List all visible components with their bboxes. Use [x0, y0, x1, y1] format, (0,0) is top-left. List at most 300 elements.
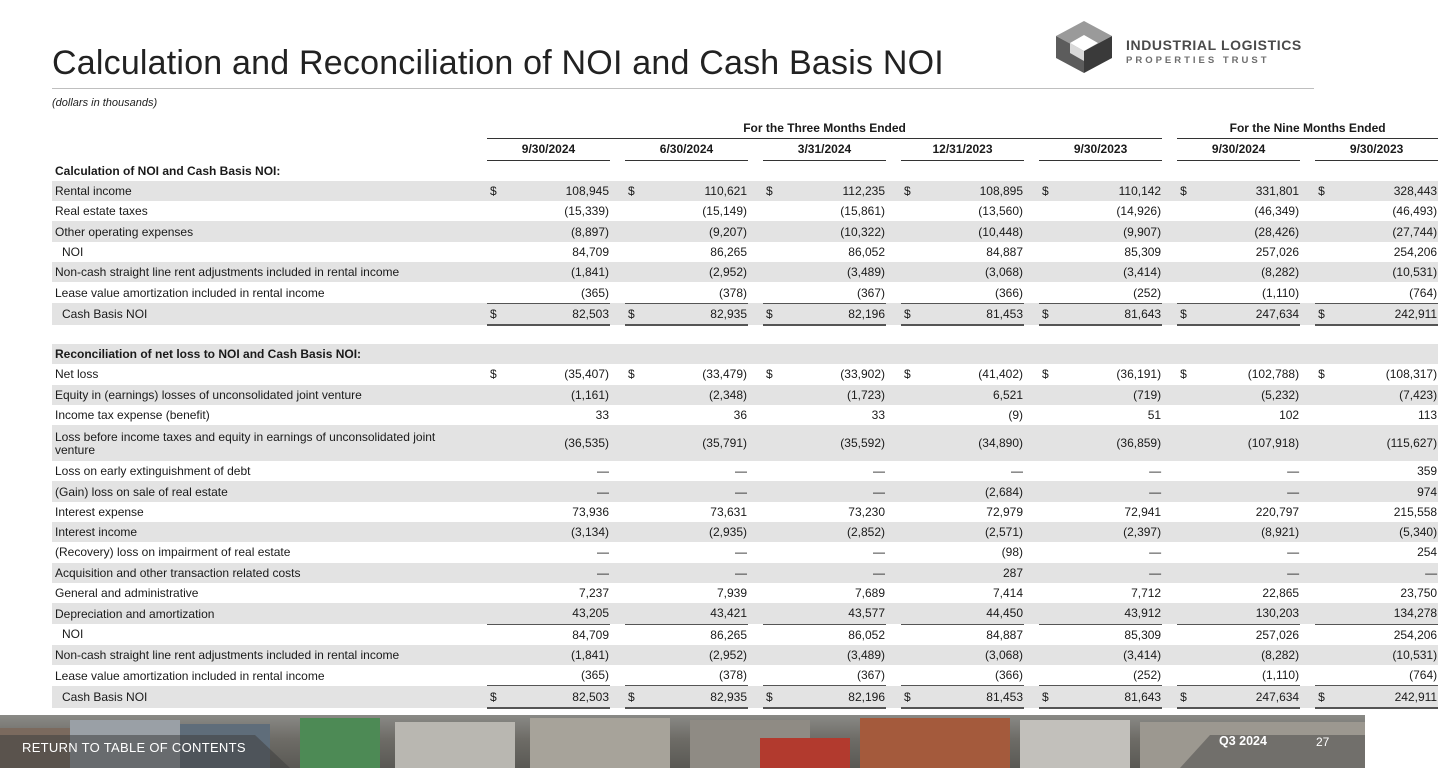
- cell-gap: [1024, 563, 1039, 583]
- value-cell: [1177, 201, 1300, 221]
- value-cell: [1177, 405, 1300, 425]
- value-cell: [1177, 221, 1300, 241]
- value-cell: [487, 686, 610, 708]
- cell-value: 257,026: [1255, 627, 1300, 642]
- period-header: 9/30/2023: [1039, 139, 1162, 160]
- cell-value: (13,560): [978, 204, 1023, 219]
- cell-gap: [748, 303, 763, 325]
- cell-gap: [748, 405, 763, 425]
- cell-value: —: [873, 484, 885, 499]
- cube-logo-icon: [1054, 19, 1114, 75]
- cell-gap: [472, 221, 487, 241]
- value-cell: [1315, 385, 1438, 405]
- cell-value: (252): [1133, 285, 1162, 300]
- value-cell: [625, 405, 748, 425]
- cell-value: (1,841): [570, 265, 609, 280]
- value-cell: [487, 242, 610, 262]
- cell-value: (9,907): [1123, 224, 1162, 239]
- value-cell: [1039, 603, 1162, 624]
- period-header: 12/31/2023: [901, 139, 1024, 160]
- cell-value: (3,414): [1123, 647, 1162, 662]
- value-cell: [901, 262, 1024, 282]
- cell-value: 113: [1417, 408, 1438, 422]
- value-cell: [625, 461, 748, 481]
- cell-value: (378): [718, 668, 747, 683]
- period-header: 9/30/2024: [487, 139, 610, 160]
- value-cell: [1315, 181, 1438, 201]
- cell-value: (28,426): [1254, 224, 1300, 239]
- table-row: [52, 262, 1438, 282]
- cell-value: 110,621: [704, 184, 747, 199]
- cell-gap: [886, 364, 901, 384]
- row-label: Other operating expenses: [52, 221, 472, 241]
- cell-gap: [1162, 242, 1177, 262]
- cell-gap: [610, 425, 625, 461]
- table-row: [52, 645, 1438, 665]
- cell-gap: [748, 502, 763, 522]
- table-row: [52, 665, 1438, 686]
- cell-gap: [1162, 282, 1177, 303]
- cell-gap: [1300, 282, 1315, 303]
- cell-value: 33: [595, 408, 609, 422]
- value-cell: [901, 645, 1024, 665]
- cell-value: 73,631: [710, 504, 747, 519]
- cell-gap: [472, 461, 487, 481]
- cell-value: 84,709: [572, 244, 609, 259]
- cell-value: 81,453: [986, 689, 1023, 704]
- value-cell: [1315, 665, 1438, 686]
- units-note: (dollars in thousands): [52, 97, 158, 109]
- cell-gap: [1024, 624, 1039, 645]
- cell-gap: [1024, 645, 1039, 665]
- cell-gap: [748, 522, 763, 542]
- value-cell: [1177, 262, 1300, 282]
- cell-value: (2,397): [1123, 525, 1162, 540]
- cell-gap: [1162, 502, 1177, 522]
- value-cell: [901, 542, 1024, 562]
- dollar-sign: $: [1180, 306, 1187, 321]
- value-cell: [1315, 364, 1438, 384]
- cell-value: (5,232): [1261, 387, 1300, 402]
- value-cell: [1039, 461, 1162, 481]
- cell-gap: [886, 624, 901, 645]
- cell-gap: [886, 201, 901, 221]
- row-label: Interest income: [52, 522, 472, 542]
- cell-gap: [1024, 405, 1039, 425]
- value-cell: [1039, 645, 1162, 665]
- value-cell: [1315, 405, 1438, 425]
- cell-gap: [1024, 425, 1039, 461]
- cell-gap: [1300, 502, 1315, 522]
- value-cell: [487, 624, 610, 645]
- cell-value: (764): [1409, 668, 1438, 683]
- value-cell: [487, 364, 610, 384]
- cell-gap: [886, 481, 901, 501]
- value-cell: [1315, 425, 1438, 461]
- value-cell: [487, 282, 610, 303]
- cell-gap: [1162, 385, 1177, 405]
- row-label: NOI: [62, 244, 84, 259]
- section-header-row: [52, 344, 1438, 364]
- cell-gap: [472, 385, 487, 405]
- cell-gap: [1162, 542, 1177, 562]
- cell-gap: [472, 542, 487, 562]
- row-label: Non-cash straight line rent adjustments included in rental income: [52, 262, 472, 282]
- cell-value: (8,897): [570, 224, 609, 239]
- cell-value: (107,918): [1247, 436, 1300, 451]
- cell-gap: [1024, 522, 1039, 542]
- cell-value: (9,207): [708, 224, 747, 239]
- cell-gap: [1024, 262, 1039, 282]
- cell-gap: [610, 645, 625, 665]
- nine-months-header: For the Nine Months Ended: [1177, 118, 1438, 139]
- cell-value: (1,723): [846, 387, 885, 402]
- row-label: Interest expense: [55, 504, 144, 519]
- value-cell: [625, 242, 748, 262]
- cell-gap: [1162, 583, 1177, 603]
- cell-value: (98): [1001, 545, 1023, 560]
- logo-company-name: INDUSTRIAL LOGISTICS: [1126, 37, 1302, 53]
- cell-gap: [748, 461, 763, 481]
- cell-value: (15,339): [564, 204, 609, 219]
- table-row: [52, 542, 1438, 562]
- cell-value: (9): [1008, 408, 1023, 422]
- cell-value: (3,414): [1123, 265, 1162, 280]
- cell-value: (36,859): [1116, 436, 1162, 451]
- cell-value: 44,450: [986, 606, 1023, 621]
- row-label: NOI: [62, 627, 84, 642]
- table-row: [52, 201, 1438, 221]
- value-cell: [625, 364, 748, 384]
- cell-gap: [1024, 665, 1039, 686]
- row-label: Lease value amortization included in rental income: [55, 668, 325, 683]
- cell-value: (15,861): [840, 204, 885, 219]
- cell-value: —: [1287, 484, 1300, 499]
- cell-value: (10,448): [978, 224, 1023, 239]
- cell-value: 86,052: [848, 627, 885, 642]
- value-cell: [763, 603, 886, 624]
- cell-gap: [886, 405, 901, 425]
- value-cell: [1315, 624, 1438, 645]
- cell-value: 257,026: [1255, 244, 1300, 259]
- return-to-contents-link[interactable]: RETURN TO TABLE OF CONTENTS: [22, 740, 246, 755]
- cell-value: (8,282): [1261, 265, 1300, 280]
- cell-value: (2,348): [708, 387, 747, 402]
- cell-value: 254,206: [1393, 244, 1438, 259]
- cell-gap: [472, 522, 487, 542]
- cell-value: —: [1011, 464, 1023, 479]
- value-cell: [763, 665, 886, 686]
- value-cell: [625, 425, 748, 461]
- value-cell: [763, 686, 886, 708]
- row-label: Depreciation and amortization: [52, 603, 472, 624]
- value-cell: [1177, 364, 1300, 384]
- cell-gap: [610, 282, 625, 303]
- dollar-sign: $: [1318, 689, 1325, 704]
- value-cell: [901, 603, 1024, 624]
- cell-value: 247,634: [1255, 689, 1300, 704]
- cell-value: (3,489): [846, 265, 885, 280]
- dollar-sign: $: [766, 689, 773, 704]
- cell-value: 247,634: [1255, 306, 1300, 321]
- cell-value: 974: [1417, 484, 1438, 499]
- cell-value: 7,689: [854, 586, 885, 601]
- header-spacer: [52, 139, 472, 160]
- cell-value: (35,592): [840, 436, 885, 451]
- value-cell: [625, 645, 748, 665]
- table-row: [52, 364, 1438, 384]
- value-cell: [763, 282, 886, 303]
- cell-value: (252): [1133, 668, 1162, 683]
- value-cell: [487, 522, 610, 542]
- cell-value: (366): [994, 668, 1023, 683]
- cell-gap: [1024, 502, 1039, 522]
- cell-value: (3,068): [984, 647, 1023, 662]
- cell-gap: [748, 603, 763, 624]
- cell-gap: [472, 665, 487, 686]
- dollar-sign: $: [1318, 306, 1325, 321]
- cell-gap: [472, 405, 487, 425]
- cell-gap: [1024, 201, 1039, 221]
- value-cell: [1039, 502, 1162, 522]
- table-row: [52, 603, 1438, 624]
- dollar-sign: $: [1180, 689, 1187, 704]
- cell-value: (8,282): [1261, 647, 1300, 662]
- dollar-sign: $: [490, 184, 497, 199]
- cell-gap: [610, 242, 625, 262]
- cell-gap: [748, 242, 763, 262]
- cell-gap: [886, 603, 901, 624]
- header-spacer: [1162, 118, 1177, 139]
- value-cell: [763, 385, 886, 405]
- value-cell: [1039, 425, 1162, 461]
- cell-value: (35,791): [702, 436, 747, 451]
- value-cell: [901, 686, 1024, 708]
- header-gap: [1300, 139, 1315, 160]
- dollar-sign: $: [904, 184, 911, 199]
- value-cell: [1177, 181, 1300, 201]
- value-cell: [1039, 405, 1162, 425]
- value-cell: [625, 624, 748, 645]
- value-cell: [625, 262, 748, 282]
- group-header-row: [52, 118, 1438, 139]
- cell-gap: [886, 522, 901, 542]
- cell-gap: [472, 282, 487, 303]
- cell-gap: [1300, 624, 1315, 645]
- value-cell: [1177, 563, 1300, 583]
- row-label: General and administrative: [55, 586, 199, 601]
- cell-gap: [748, 282, 763, 303]
- cell-value: (2,952): [708, 265, 747, 280]
- value-cell: [901, 282, 1024, 303]
- value-cell: [1039, 542, 1162, 562]
- value-cell: [1177, 385, 1300, 405]
- cell-value: —: [597, 464, 609, 479]
- value-cell: [901, 364, 1024, 384]
- cell-gap: [1024, 282, 1039, 303]
- cell-gap: [472, 583, 487, 603]
- cell-value: (46,349): [1254, 204, 1300, 219]
- cell-value: 82,503: [572, 306, 609, 321]
- three-months-header: For the Three Months Ended: [487, 118, 1162, 139]
- dollar-sign: $: [1318, 184, 1325, 199]
- value-cell: [901, 461, 1024, 481]
- cell-value: 7,414: [992, 586, 1023, 601]
- cell-value: —: [1149, 464, 1162, 479]
- cell-gap: [1162, 262, 1177, 282]
- header-gap: [472, 139, 487, 160]
- table-row: [52, 425, 1438, 461]
- row-label: Loss before income taxes and equity in earnings of unconsolidated joint venture: [52, 425, 472, 461]
- cell-value: (1,110): [1261, 668, 1300, 683]
- cell-gap: [1162, 665, 1177, 686]
- cell-value: —: [1149, 484, 1162, 499]
- dollar-sign: $: [1180, 184, 1187, 199]
- cell-value: 254,206: [1393, 627, 1438, 642]
- dollar-sign: $: [1042, 184, 1049, 199]
- cell-gap: [610, 481, 625, 501]
- value-cell: [1039, 201, 1162, 221]
- cell-gap: [1162, 181, 1177, 201]
- cell-gap: [886, 686, 901, 708]
- cell-value: (36,535): [564, 436, 609, 451]
- row-label: Non-cash straight line rent adjustments included in rental income: [52, 645, 472, 665]
- quarter-label: Q3 2024: [1219, 734, 1267, 748]
- cell-value: 82,196: [848, 306, 885, 321]
- cell-gap: [1300, 385, 1315, 405]
- cell-value: 220,797: [1255, 504, 1300, 519]
- cell-gap: [472, 502, 487, 522]
- value-cell: [625, 563, 748, 583]
- row-label: (Gain) loss on sale of real estate: [52, 481, 472, 501]
- cell-gap: [1024, 603, 1039, 624]
- value-cell: [1039, 303, 1162, 325]
- value-cell: [625, 181, 748, 201]
- table-row: [52, 181, 1438, 201]
- table-row: [52, 624, 1438, 645]
- cell-gap: [610, 686, 625, 708]
- cell-gap: [1162, 201, 1177, 221]
- cell-gap: [1162, 603, 1177, 624]
- cell-value: —: [735, 565, 747, 580]
- cell-gap: [886, 303, 901, 325]
- cell-gap: [1024, 303, 1039, 325]
- value-cell: [625, 603, 748, 624]
- table-row: [52, 502, 1438, 522]
- cell-gap: [1024, 364, 1039, 384]
- header-spacer: [472, 118, 487, 139]
- cell-value: (35,407): [564, 367, 609, 382]
- value-cell: [1177, 242, 1300, 262]
- cell-value: (15,149): [702, 204, 747, 219]
- cell-gap: [748, 624, 763, 645]
- cell-gap: [1300, 181, 1315, 201]
- value-cell: [763, 201, 886, 221]
- cell-value: 108,945: [565, 184, 609, 199]
- table-row: [52, 686, 1438, 708]
- value-cell: [1039, 563, 1162, 583]
- cell-gap: [1300, 303, 1315, 325]
- value-cell: [763, 583, 886, 603]
- value-cell: [625, 686, 748, 708]
- value-cell: [1039, 221, 1162, 241]
- value-cell: [1315, 502, 1438, 522]
- value-cell: [625, 502, 748, 522]
- cell-value: 23,750: [1400, 586, 1438, 601]
- row-label: Real estate taxes: [55, 204, 148, 219]
- value-cell: [487, 425, 610, 461]
- cell-gap: [748, 563, 763, 583]
- cell-gap: [886, 583, 901, 603]
- value-cell: [901, 563, 1024, 583]
- value-cell: [763, 425, 886, 461]
- cell-gap: [1162, 645, 1177, 665]
- cell-gap: [610, 461, 625, 481]
- cell-gap: [886, 262, 901, 282]
- value-cell: [1039, 686, 1162, 708]
- cell-value: (7,423): [1399, 387, 1438, 402]
- cell-gap: [1024, 686, 1039, 708]
- cell-value: (10,531): [1392, 647, 1438, 662]
- value-cell: [1177, 624, 1300, 645]
- cell-value: —: [597, 484, 609, 499]
- cell-gap: [886, 385, 901, 405]
- value-cell: [1039, 262, 1162, 282]
- value-cell: [487, 665, 610, 686]
- value-cell: [763, 181, 886, 201]
- cell-gap: [1162, 303, 1177, 325]
- cell-value: 6,521: [992, 387, 1023, 402]
- value-cell: [487, 481, 610, 501]
- cell-value: 7,712: [1131, 586, 1162, 601]
- row-label: Loss on early extinguishment of debt: [55, 464, 251, 479]
- table-row: [52, 522, 1438, 542]
- dollar-sign: $: [628, 184, 635, 199]
- value-cell: [901, 624, 1024, 645]
- cell-value: (3,134): [570, 525, 609, 540]
- cell-value: 81,643: [1124, 689, 1162, 704]
- cell-value: 108,895: [979, 184, 1023, 199]
- cell-value: (8,921): [1261, 525, 1300, 540]
- cell-value: (365): [580, 285, 609, 300]
- header-gap: [1024, 139, 1039, 160]
- value-cell: [901, 425, 1024, 461]
- table-row: [52, 405, 1438, 425]
- cell-value: (34,890): [978, 436, 1023, 451]
- cell-value: 72,941: [1124, 504, 1162, 519]
- dollar-sign: $: [1042, 367, 1049, 382]
- value-cell: [625, 583, 748, 603]
- value-cell: [487, 645, 610, 665]
- cell-value: (2,684): [984, 484, 1023, 499]
- cell-gap: [1024, 181, 1039, 201]
- logo-company-subname: PROPERTIES TRUST: [1126, 55, 1270, 66]
- value-cell: [763, 303, 886, 325]
- value-cell: [1177, 282, 1300, 303]
- table-row: [52, 481, 1438, 501]
- cell-gap: [610, 201, 625, 221]
- cell-value: (41,402): [978, 367, 1023, 382]
- value-cell: [763, 364, 886, 384]
- cell-value: (27,744): [1392, 224, 1438, 239]
- cell-gap: [1162, 522, 1177, 542]
- cell-gap: [610, 303, 625, 325]
- cell-gap: [1162, 221, 1177, 241]
- cell-gap: [472, 686, 487, 708]
- cell-value: 7,939: [716, 586, 747, 601]
- value-cell: [1039, 481, 1162, 501]
- cell-gap: [1300, 364, 1315, 384]
